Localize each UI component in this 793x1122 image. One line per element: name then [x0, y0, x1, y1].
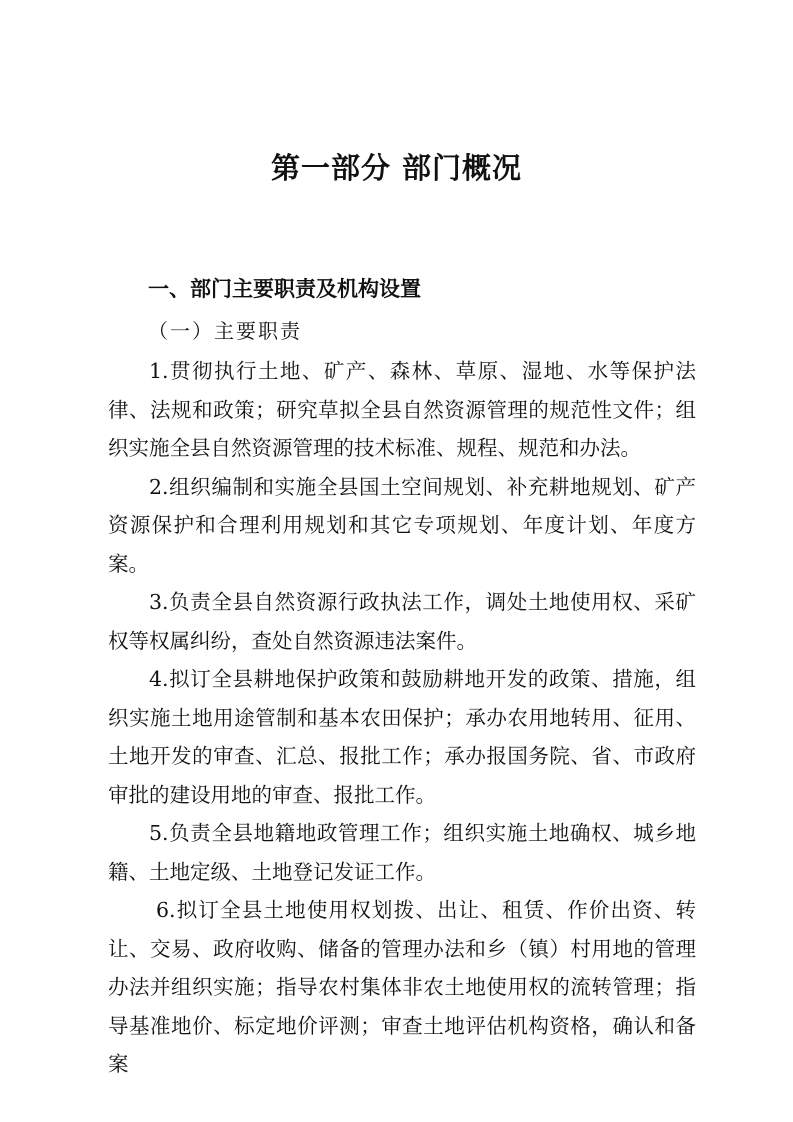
paragraph-4: 4.拟订全县耕地保护政策和鼓励耕地开发的政策、措施，组织实施土地用途管制和基本农田保护；承办农用地转用、征用、土地开发的审查、汇总、报批工作；承办报国务院、省、市政府审批的建设用地的审查、报批工作。	[108, 667, 696, 807]
page-title: 第一部分 部门概况	[270, 151, 523, 185]
paragraph-3: 3.负责全县自然资源行政执法工作，调处土地使用权、采矿权等权属纠纷，查处自然资源违法案件。	[108, 590, 696, 653]
section-heading: 一、部门主要职责及机构设置	[148, 277, 421, 301]
paragraph-5: 5.负责全县地籍地政管理工作；组织实施土地确权、城乡地籍、土地定级、土地登记发证工作。	[108, 821, 696, 884]
paragraph-1: 1.贯彻执行土地、矿产、森林、草原、湿地、水等保护法律、法规和政策；研究草拟全县自然资源管理的规范性文件；组织实施全县自然资源管理的技术标准、规程、规范和办法。	[108, 359, 696, 460]
subsection-heading: （一）主要职责	[148, 319, 302, 343]
paragraph-6: 6.拟订全县土地使用权划拨、出让、租赁、作价出资、转让、交易、政府收购、储备的管理办法和乡（镇）村用地的管理办法并组织实施；指导农村集体非农土地使用权的流转管理；指导基准地价、标定地价评测；审查土地评估机构资格，确认和备案	[108, 898, 696, 1076]
document-body	[108, 352, 696, 1084]
paragraph-2: 2.组织编制和实施全县国土空间规划、补充耕地规划、矿产资源保护和合理利用规划和其它专项规划、年度计划、年度方案。	[108, 474, 696, 576]
